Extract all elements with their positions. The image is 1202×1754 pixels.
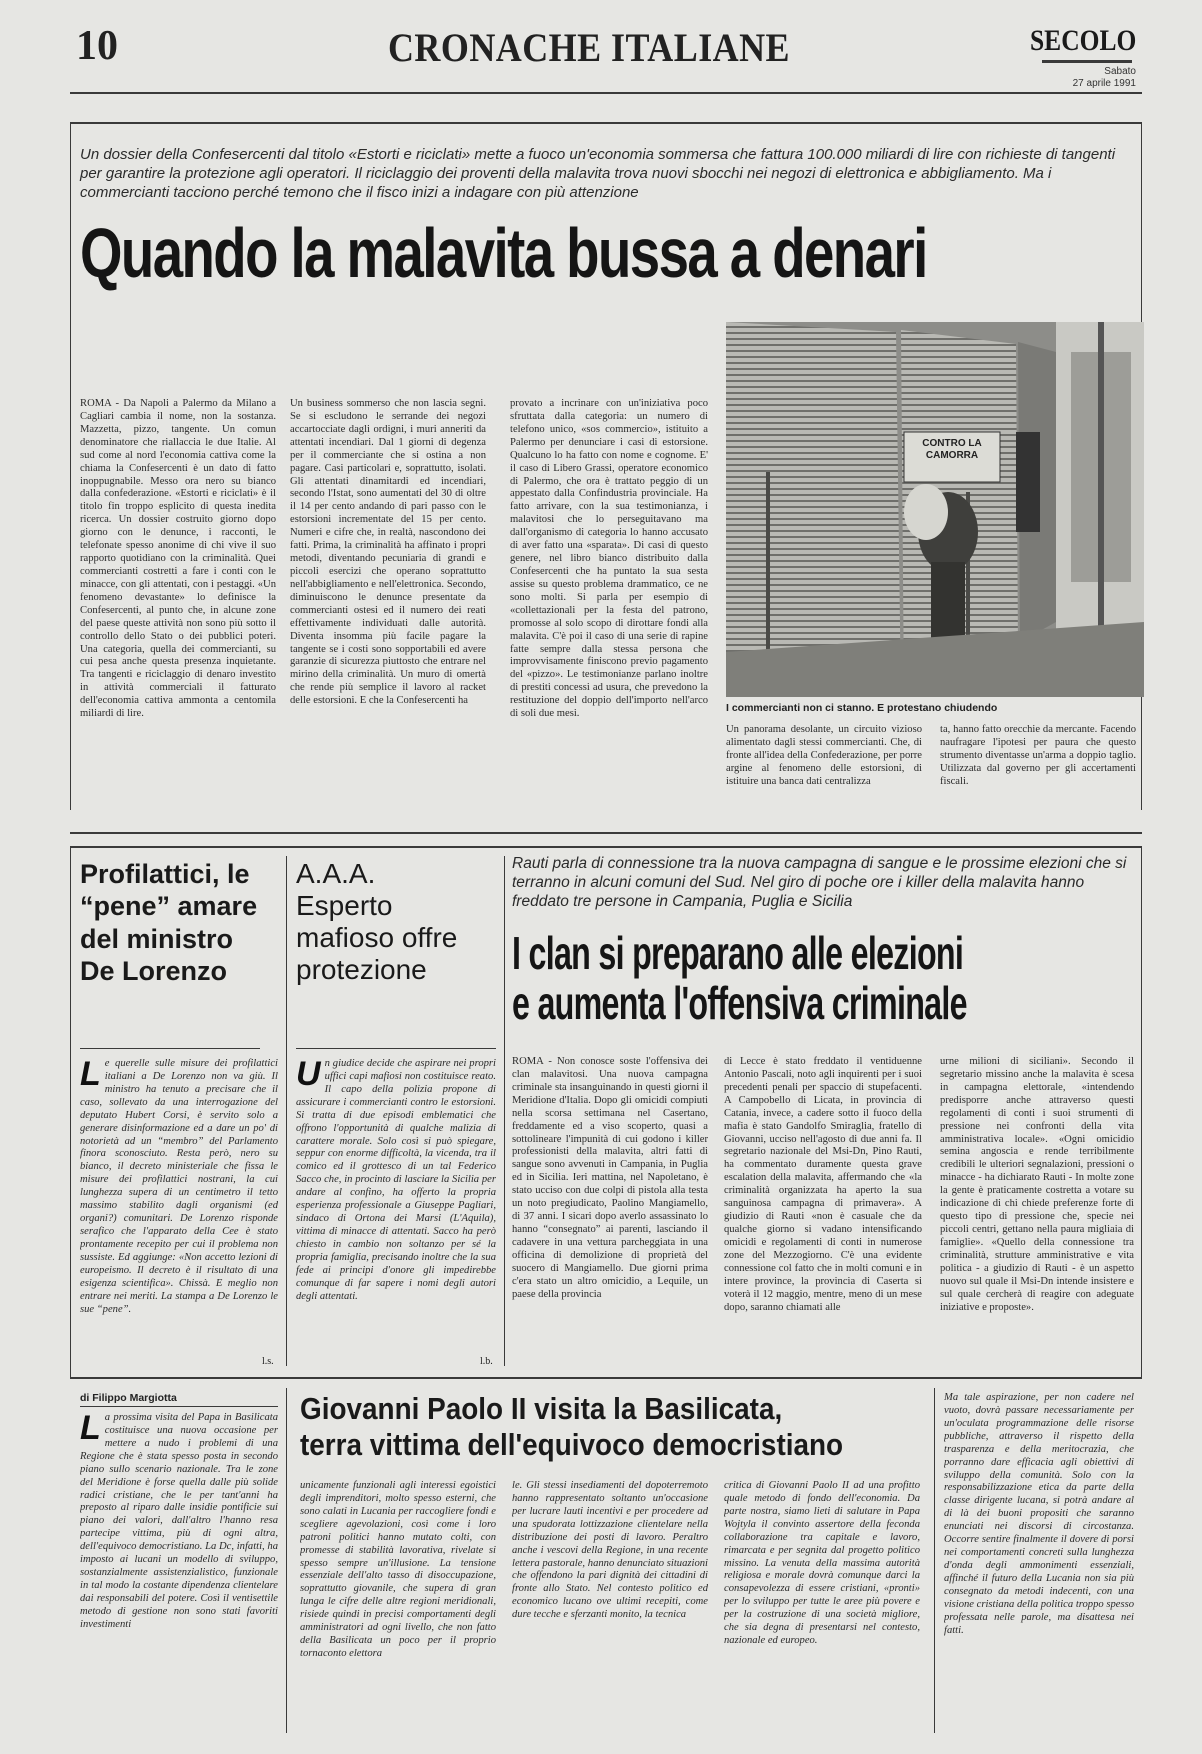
pope-byline: di Filippo Margiotta <box>80 1392 177 1404</box>
protest-sign: CONTRO LA CAMORRA <box>922 438 982 461</box>
band-top <box>70 832 1142 834</box>
band-left <box>70 848 71 1378</box>
side2-text: n giudice decide che aspirare nei propri uffici capi mafiosi non costituisce reato. Il capo della polizia propone di assicurare i commercianti contro le estorsioni. Si tratta di due episodi emblematici che offrono l'opportunità di qualche malizia di carattere morale. Solo così si può spiegare, seppur con enorme difficoltà, la vicenda, tra il comico ed il grottesco di un tal Federico Sacco che, in procinto di lasciare la Sicilia per andare al confino, ha offerto la propria esperienza professionale a Giuseppe Pagliari, sindaco di Ortona dei Marsi (L'Aquila), vittima di minacce di attentati. Sacco ha però chiesto in cambio non soltanzo per sé la propria famiglia, precisando inoltre che la sua fede ai principi d'onore gli impedirebbe comunque di far sapere i nomi degli autori degli attentati. <box>296 1058 496 1302</box>
side2-headline: A.A.A. Esperto mafioso offre protezione <box>296 858 458 985</box>
pope-divider <box>286 1388 287 1733</box>
photo-caption: I commercianti non ci stanno. E protestano chiudendo <box>726 702 998 714</box>
pope-headline-2: terra vittima dell'equivoco democristiano <box>300 1427 844 1462</box>
elections-column-3: urne milioni di siciliani». Secondo il segretario missino anche la malavita è scesa in campagna elettorale, «intendendo predisporre anche attraverso questi regolamenti di conti i suoi strumenti di pressione nei confronti della vita amministrativa locale». «Ogni omicidio semina angoscia e rende terribilmente credibili le ulteriori segnalazioni, pressioni o minacce - ha dichiarato Rauti - In molte zone la gente è praticamente costretta a votare su indicazione di chi chiede preferenze forte di questo tipo di pressione che, specie nei piccoli centri, gettano nella paura migliaia di famiglie». «Quello della connessione tra criminalità, strutture amministrative e vita politica - a giudizio di Rauti - è un aspetto nuovo sul quale il Msi-Dn intende insistere e sul quale cercherà di reagire con adeguate iniziative e proposte». <box>940 1056 1134 1313</box>
band-bottom <box>70 846 1142 848</box>
lead-column-4: Un panorama desolante, un circuito vizioso alimentato dagli stessi commercianti. Che, di fronte all'idea della Confederazione, per porre argine al fenomeno delle estorsioni, di istituire una banca dati centralizza <box>726 724 922 787</box>
pope-column-2: unicamente funzionali agli interessi egoistici degli imprenditori, molto spesso esterni, che sono calati in Lucania per raccogliere fondi e scegliere agevolazioni, così come i loro patroni politici hanno mutato colti, con promesse di stabilità lavorativa, rivelate si spesso sempre un'illusione. La tensione essenziale dell'alto tasso di disoccupazione, soprattutto giovanile, che supera di gran lunga le cifre delle altre regioni meridionali, risiede quindi in precisi comportamenti degli amministratori ad ogni livello, che non fatto della Basilicata un poco per il proprio tornaconto elettora <box>300 1480 496 1659</box>
side1-headline: Profilattici, le “pene” amare del ministro De Lorenzo <box>80 859 258 987</box>
pope-column-3: le. Gli stessi insediamenti del dopoterremoto hanno rappresentato soltanto un'occasione per lucrare lauti incentivi e per procedere ad una spudorata lottizzazione clientelare nella distribuzione dei posti di lavoro. Peraltro anche i vescovi della Regione, in una recente lettera pastorale, hanno denunciato situazioni che offendono la pari dignità dei cittadini di fronte allo Stato. Nel contesto politico ed economico lucano ove ultimi recepiti, come dure tecche e sferzanti monito, la tecnica <box>512 1480 708 1621</box>
issue-day: Sabato <box>1104 66 1136 77</box>
pope-column-5: Ma tale aspirazione, per non cadere nel vuoto, dovrà passare necessariamente per un'oculata programmazione delle risorse pubbliche, attraverso il rispetto della trasparenza e della meritocrazia, che porranno dare efficacia agli obiettivi di sviluppo della comunità. Solo con la responsabilizzazione etica da parte della classe dirigente lucana, si potrà andare al di là dei buoni propositi che saranno enunciati nei discorsi di circostanza. Occorre sentire finalmente il dovere di porsi nei comportamenti concreti sulla lunghezza d'onda degli ammonimenti essenziali, affinché il futuro della Lucania non sia più consegnato da metodi indecenti, con una visione cristiana della politica troppo spesso professata nelle parole, ma disattesa nei fatti. <box>944 1392 1134 1636</box>
side-divider-1 <box>286 856 287 1366</box>
pope-column-4: critica di Giovanni Paolo II ad una profitto quale metodo di fondo dell'economia. Da parte nostra, siamo lieti di salutare in Papa Wojtyla il convinto assertore della feconda collaborazione tra capitale e lavoro, rimarcata e per segnita dal progetto politico missino. La venuta della massima autorità religiosa e morale dovrà comunque darci la consapevolezza di essere cristiani, «pronti» per lo sviluppo per tutte le aree più povere e per la costruzione di una società migliore, che sia degna di presentarsi nel contesto, nazionale ed europeo. <box>724 1480 920 1647</box>
issue-date: 27 aprile 1991 <box>1072 78 1136 89</box>
masthead-underline <box>1042 60 1132 63</box>
side1-initials: l.s. <box>262 1356 274 1367</box>
side1-body <box>80 1058 278 1362</box>
side2-rule <box>296 1048 496 1049</box>
header-rule <box>70 92 1142 94</box>
lead-column-3: provato a incrinare con un'iniziativa poco sfruttata dalla categoria: un numero di telefono unico, «sos commercio», istituito a Palermo per denunciare i casi di estorsione. Qualcuno lo ha fatto con nome e cognome. E' il caso di Libero Grassi, operatore economico di Palermo, che ora è trattato peggio di un appestato dalla Confindustria provinciale. Ha fatto arrivare, con la sua testimonianza, i malavitosi che lo perseguitavano ma dall'organismo di categoria lo hanno accusato di aver fatto una «sparata». Di casi di questo genere, nel libro bianco distribuito dalla Confesercenti che ha puntato la sua sesta assise su questo problema drammatico, ce ne sono molti. Si parla per esempio di «collettazionali per la festa del patrono, promosse al solo scopo di dirottare fondi alla malavita. C'è poi il caso di una serie di rapine fatte sempre dalla stessa persona che improvvisamente finiscono previo pagamento del «pizzo». Le testimonianze parlano inoltre di prestiti concessi ad usura, che prevedono la restituzione del doppio dell'importo nell'arco di soli due mesi. <box>510 398 708 720</box>
pope-text-1: a prossima visita del Papa in Basilicata costituisce una nuova occasione per mettere a nudo i problemi di una Regione che è stata spesso posta in secondo piano sullo scenario nazionale. Tra le zone del Meridione è forse quella dalle più solide radici cristiane, che le per tant'anni ha preposto al riparo dalle insidie pontificie sui piano dei valori, dall'altro l'hanno resa partecipe vittima, più di ogni altra, dell'equivoco democristiano. La Dc, infatti, ha imposto ai lucani un modello di sviluppo, sostanzialmente assistenzialistico, funzionale in tal modo la costante dipendenza clientelare dai responsabili del potere. Così il ventisettile metodo di gestione non sono stati favoriti investimenti <box>80 1412 278 1630</box>
lead-photo-shutters <box>726 322 1144 697</box>
lead-column-1: ROMA - Da Napoli a Palermo da Milano a Cagliari cambia il nome, non la sostanza. Mazzetta, pizzo, tangente. Un comun denominatore che riallaccia le due Italie. Al sud come al nord l'economia cattiva come la chiama la Confesercenti è un dato di fatto inoppugnabile. Messo ora nero su bianco dalla confederazione. «Estorti e riciclati» è il titolo fin troppo esplicito di questa inedita ricerca. Un dossier costruito giorno dopo giorno con le denunce, i racconti, le telefonate spesso anonime di chi vive il suo rapporto quotidiano con la criminalità. Quei commercianti costretti a fare i conti con le minacce, con gli attentati, con i pestaggi. «Un fenomeno devastante» lo definisce la Confesercenti, al punto che, in alcune zone del paese queste attività non sono più sotto il controllo dello Stato o dei pubblici poteri. Una categoria, quella dei commercianti, su cui pesa anche questa presenza inquietante. Tra tangenti e riciclaggio di denaro investito in attività commerciali il fatturato dell'economia cattiva ammonta a centomila miliardi di lire. <box>80 398 276 720</box>
lead-headline: Quando la malavita bussa a denari <box>80 214 927 292</box>
masthead-logo: SECOLO <box>1030 24 1137 57</box>
side2-body <box>296 1058 496 1362</box>
page-number: 10 <box>76 23 118 69</box>
lead-box-top <box>70 122 1142 124</box>
elections-column-1: ROMA - Non conosce soste l'offensiva dei clan malavitosi. Una nuova campagna criminale sta insanguinando in questi giorni il Meridione d'Italia. Dopo gli omicidi compiuti nella scorsa settimana nel Casertano, freddamente ed a viso scoperto, quasi a sottolineare l'impunità di cui godono i killer professionisti della malavita, altri fatti di sangue sono avvenuti in Campania, in Puglia ed in Sicilia. Ieri mattina, nel Napoletano, è stato ucciso con due colpi di pistola alla testa un noto pregiudicato, Paolino Mangiamello, di 37 anni. I sicari dopo averlo assassinato lo hanno “consegnato” ai parenti, lasciando il cadavere in una vettura parcheggiata in una officina di demolizione di proprietà del suocero di Mangiamello. Due giorni prima c'era stato un altro omicidio, a Lequile, un paese della provincia <box>512 1056 708 1300</box>
side2-initials: l.b. <box>480 1356 493 1367</box>
pope-byline-rule <box>80 1406 278 1407</box>
elections-bottom-rule <box>70 1377 1142 1379</box>
lead-deck: Un dossier della Confesercenti dal titolo «Estorti e riciclati» mette a fuoco un'economia sommersa che fattura 100.000 miliardi di lire con richieste di tangenti per garantire la protezione agli operatori. Il riciclaggio dei proventi della malavita trova nuovi sbocchi nei negozi di elettronica e abbigliamento. Ma i commercianti tacciono perché temono che il fisco inizi a indagare con più attenzione <box>80 146 1116 202</box>
pope-headline-1: Giovanni Paolo II visita la Basilicata, <box>300 1391 783 1426</box>
elections-headline-2: e aumenta l'offensiva criminale <box>512 977 967 1029</box>
elections-headline-1: I clan si preparano alle elezioni <box>512 927 964 979</box>
lead-column-5: ta, hanno fatto orecchie da mercante. Facendo naufragare l'ipotesi per paura che questo strumento diventasse un'arma a doppio taglio. Utilizzata dal governo per gli accertamenti fiscali. <box>940 724 1136 787</box>
side1-dropcap: L <box>80 1058 101 1093</box>
lead-box-left <box>70 122 71 810</box>
elections-deck: Rauti parla di connessione tra la nuova campagna di sangue e le prossime elezioni che si terranno in alcuni comuni del Sud. Nel giro di poche ore i killer della malavita hanno freddato tre persone in Campania, Puglia e Sicilia <box>512 855 1127 910</box>
band-right <box>1141 848 1142 1378</box>
lead-column-2: Un business sommerso che non lascia segni. Se si escludono le serrande dei negozi accartocciate dagli ordigni, i muri anneriti da attentati incendiari. Dal 1 giorni di degenza per il commerciante che si ostina a non pagare. Casi particolari e, soprattutto, isolati. Gli attentati dinamitardi ed incendiari, secondo l'Istat, sono aumentati del 30 di oltre il 14 per cento andando di pari passo con le estorsioni incrementate del 15 per cento. Numeri e cifre che, in realtà, nascondono dei fatti. Prima, la criminalità ha affinato i propri metodi, diventando pecuniaria di grandi e piccoli esercizi che operano soprattutto nell'abbigliamento e nell'elettronica. Secondo, diminuiscono le denunce presentate da commercianti ostesi ed il numero dei reati effettivamente individuati dalle autorità. Diventa insomma più facile pagare la tangente se i costi sono sopportabili ed avere garanzie di sicurezza piuttosto che entrare nel mirino della criminalità. Un muro di omertà che rende più semplice il lavoro al racket delle estorsioni. E che la Confesercenti ha <box>290 398 486 707</box>
pope-column-1 <box>80 1412 278 1730</box>
shutter-photo-illustration <box>726 322 1144 697</box>
side1-rule <box>80 1048 260 1049</box>
side-divider-2 <box>504 856 505 1366</box>
section-title: CRONACHE ITALIANE <box>387 25 791 70</box>
pope-right-divider <box>934 1388 935 1733</box>
pope-dropcap: L <box>80 1412 101 1447</box>
elections-column-2: di Lecce è stato freddato il ventiduenne Antonio Pascali, noto agli inquirenti per i suoi precedenti penali per spaccio di stupefacenti. A Campobello di Licata, in provincia di Catania, invece, a cadere sotto il fuoco della mafia è stato Gandolfo Smiraglia, fratello di Giovanni, ucciso nell'agosto di due anni fa. Il segretario nazionale del Msi-Dn, Pino Rauti, ha commentato duramente questa grave escalation della malavita, affermando che «la criminalità organizzata ha aperto la sua sanguinosa campagna di primavera». A giudizio di Rauti «non è casuale che da qualche giorno si vadano intensificando omicidi e regolamenti di conti in numerose zone del Mezzogiorno. C'è una evidente connessione col fatto che in molti comuni e in intere province, la provincia di Caserta si voterà il 12 maggio, mentre, meno di un mese dopo, saranno chiamati alle <box>724 1056 922 1313</box>
side2-dropcap: U <box>296 1058 321 1093</box>
side1-text: e querelle sulle misure dei profilattici italiani a De Lorenzo non va giù. Il ministro ha tenuto a precisare che il caso, sollevato da una interrogazione del deputato Hubert Corsi, è servito solo a generare disinformazione ed a dare un po' di notorietà ad un “membro” del Parlamento finora sconosciuto. Resta però, nero su bianco, il decreto ministeriale che fissa le misure dei profilattici nostrani, la cui lunghezza supera di un centimetro il tetto massimo stabilito dagli organismi (ed organi?) comunitari. De Lorenzo risponde serafico che l'apparato della Cee è stato prontamente recepito per cui il problema non sussiste. Ed aggiunge: «Non accetto lezioni di europeismo. Il decreto è il risultato di una esigenza scientifica». Chissà. E meglio non entrare nei meriti. La stampa a De Lorenzo le sue “pene”. <box>80 1058 278 1315</box>
